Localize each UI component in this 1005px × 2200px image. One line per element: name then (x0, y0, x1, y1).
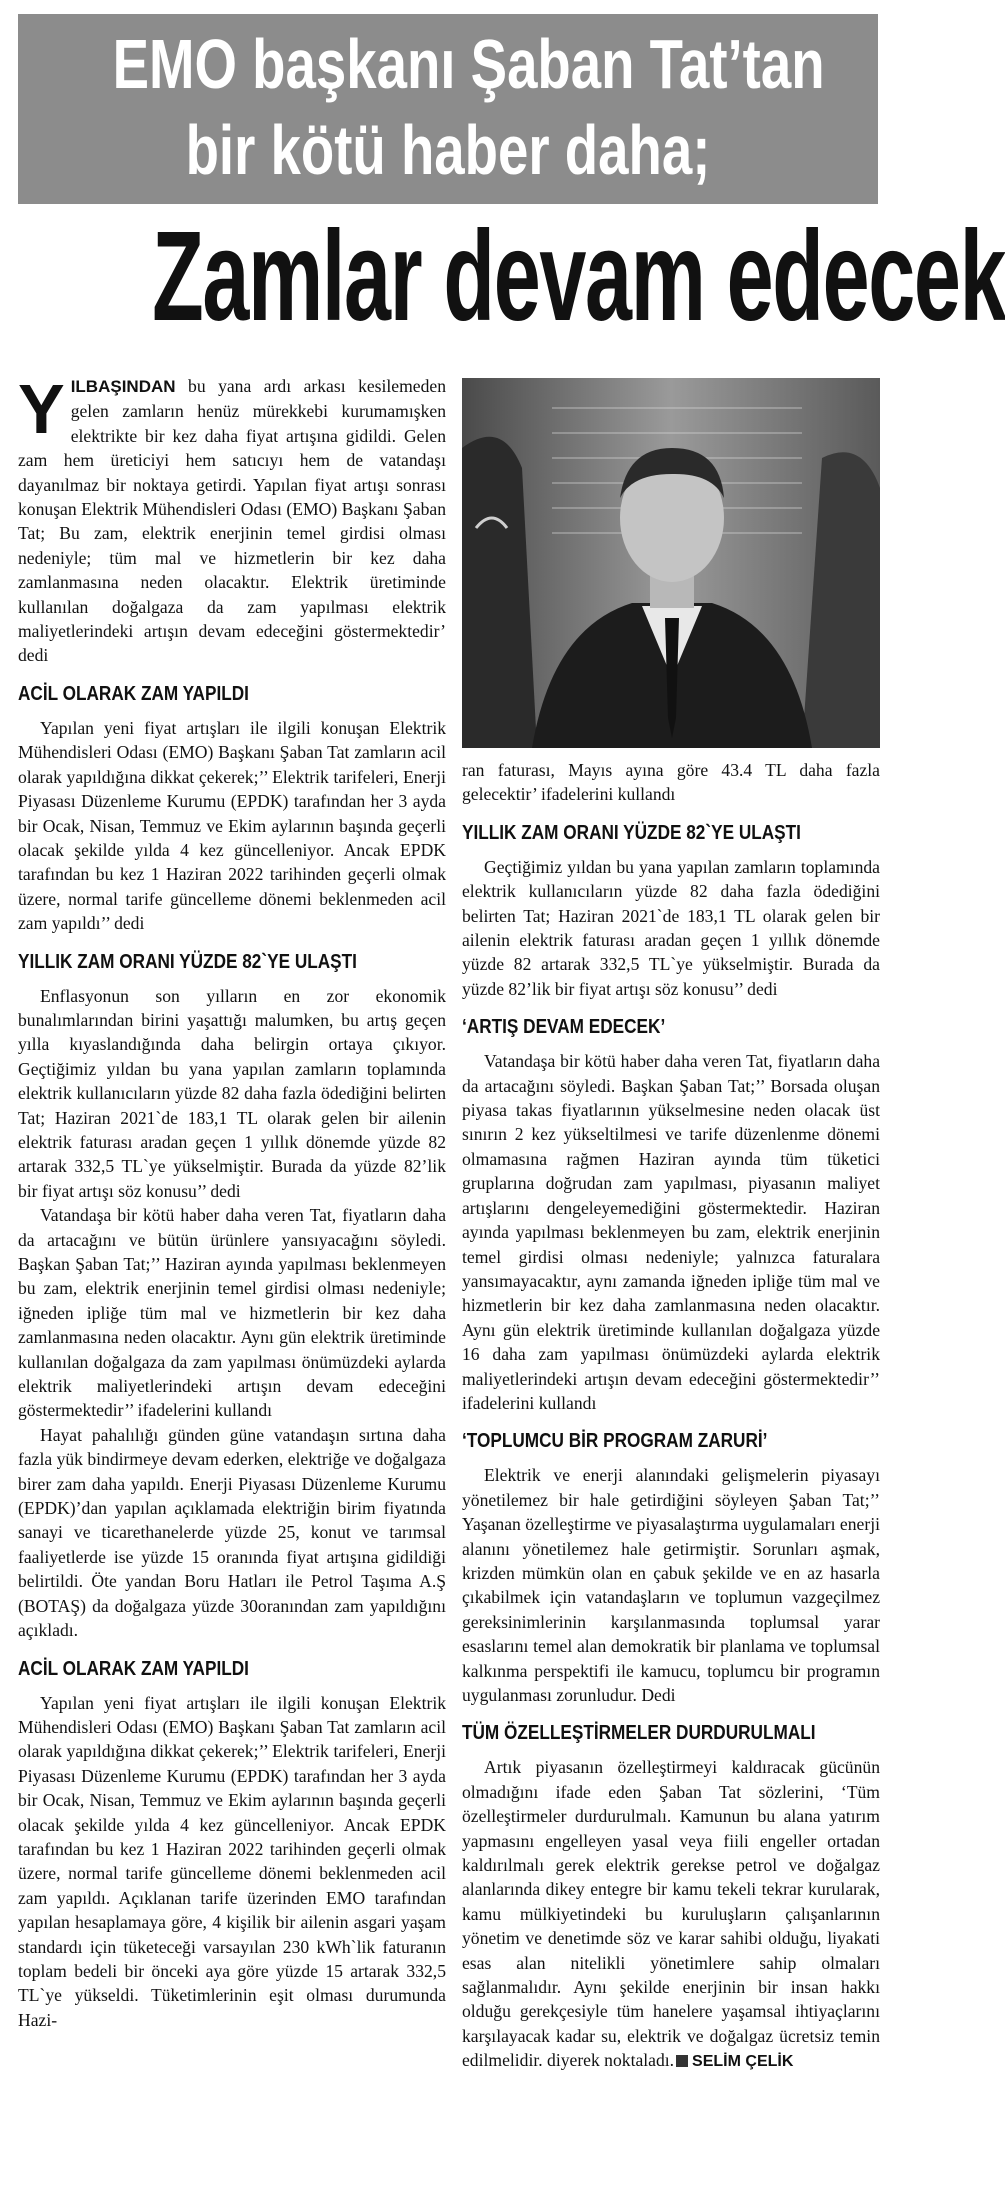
headline: Zamlar devam edecek (152, 205, 1005, 348)
paragraph: Geçtiğimiz yıldan bu yana yapılan zamların toplamında elektrik kullanıcıların yüzde 82 daha fazla ödediğini belirten Tat; Haziran 2021`de 183,1 TL olarak gelen bir ailenin elektrik faturası aradan geçen 1 yıllık dönemde yüzde 82 artarak 332,5 TL`ye yükselmiştir. Burada da yüzde 82’lik bir fiyat artışı söz konusu’’ dedi (462, 856, 880, 999)
lead-paragraph (18, 370, 446, 668)
closing-text: Artık piyasanın özelleştirmeyi kaldıracak gücünün olmadığını ifade eden Şaban Tat sözlerini, ‘Tüm özelleştirmeler durdurulmalı. Kamunun bu alana yatırım yapmasını engelleyen yasal veya fiili engeller ortadan kaldırılmalı gerek elektrik gerekse petrol ve doğalgaz alanlarında dikey entegre bir kamu tekeli tekrar kurularak, kamu mülkiyetindeki bu kuruluşların çalışanlarının yönetim ve denetimde söz ve karar sahibi olduğu, liyakati esas alan nitelikli yönetimlere sahip olmaları sağlanmalıdır. Aynı şekilde enerjinin bir insan hakkı olduğu gerekçesiyle tüm hanelere yaşamsal ihtiyaçlarını karşılayacak kadar su, elektrik ve doğalgaz ücretsiz temin edilmelidir. diyerek noktaladı. (462, 1757, 880, 2071)
paragraph: Yapılan yeni fiyat artışları ile ilgili konuşan Elektrik Mühendisleri Odası (EMO) Başkanı Şaban Tat zamların acil olarak yapıldığına dikkat çekerek;’’ Elektrik tarifeleri, Enerji Piyasası Düzenleme Kurumu (EPDK) tarafından her 3 ayda bir Ocak, Nisan, Temmuz ve Ekim aylarının başında geçerli olacak şekilde yılda 4 kez güncelleniyor. Ancak EPDK tarafından bu kez 1 Haziran 2022 tarihinden geçerli olmak üzere, normal tarife güncelleme dönemi beklenmeden acil zam yapıldı. Açıklanan tarife üzerinden EMO tarafından yapılan hesaplamaya göre, 4 kişilik bir ailenin asgari yaşam standardı için tüketeceği varsayılan 230 kWh`lik faturanın toplam bedeli bir önceki aya göre yüzde 15 artarak 332,5 TL`ye yükseldi. Tüketimlerinin eşit olması durumunda Hazi- (18, 1692, 446, 2030)
article-right-column (462, 758, 880, 2075)
paragraph: Hayat pahalılığı günden güne vatandaşın sırtına daha fazla yük bindirmeye devam ederken, elektriğe ve doğalgaza birer zam daha yapıldı. Enerji Piyasası Düzenleme Kurumu (EPDK)’dan yapılan açıklamada elektriğin birim fiyatında sanayi ve ticarethanelerde yüzde 25, konut ve tarımsal faaliyetlerde ise yüzde 15 oranında fiyat artışına gidildiği belirtildi. Öte yandan Boru Hatları ile Petrol Taşıma A.Ş (BOTAŞ) da doğalgaza yüzde 30oranından zam yapıldığını açıkladı. (18, 1424, 446, 1641)
paragraph: Elektrik ve enerji alanındaki gelişmelerin piyasayı yönetilemez bir hale getirdiğini söyleyen Şaban Tat;’’ Yaşanan özelleştirme ve piyasalaştırma uygulamaları enerji alanını yönetilemez hale getirmiştir. Sorunları aşmak, krizden mümkün olan en çabuk şekilde ve en az hasarla çıkabilmek için vatandaşların ve toplumun vazgeçilmez gereksinimlerinin karşılanmasında toplumsal yarar esaslarını temel alan demokratik bir planlama ve toplumsal kalkınma perspektifi ile kamucu, toplumcu bir programın uygulanması zorunludur. Dedi (462, 1465, 880, 1705)
portrait-photo (462, 378, 880, 748)
subheading-artis: ‘ARTIŞ DEVAM EDECEK’ (462, 1016, 666, 1039)
lead-text: bu yana ardı arkası kesilemeden gelen zamların henüz mürekkebi kurumamışken elektrikte bir kez daha fiyat artışına gidildi. Gelen zam hem üreticiyi hem satıcıyı hem de vatandaşı dayanılmaz bir noktaya getirdi. Yapılan fiyat artışı sonrası konuşan Elektrik Mühendisleri Odası (EMO) Başkanı Şaban Tat; Bu zam, elektrik enerjinin temel girdisi olması nedeniyle; tüm mal ve hizmetlerin bir kez daha zamlanmasına neden olacaktır. Elektrik üretiminde kullanılan doğalgaza da zam yapılması elektrik maliyetlerindeki artışın devam edeceğini göstermektedir’ dedi (18, 376, 446, 666)
lead-caps: ILBAŞINDAN (70, 377, 176, 396)
paragraph: Vatandaşa bir kötü haber daha veren Tat, fiyatların daha da artacağını söyledi. Başkan Şaban Tat;’’ Borsada oluşan piyasa takas fiyatlarının yükselmesine neden olacak üst sınırın 2 kez yükseltilmesi ve tarife düzenlenme dönemi olmamasına rağmen Haziran ayında tüm tüketici gruplarına doğrudan zam yapılması, piyasanın maliyet artışlarını dengeleyemediğini göstermektedir. Haziran ayında yapılması beklenmeyen bu zam, elektrik enerjinin temel girdisi olması nedeniyle; yalnızca faturalara yansımayacaktır, aynı zamanda iğneden ipliğe tüm mal ve hizmetlerin bir kez daha zamlanmasına neden olacaktır. Aynı gün elektrik üretiminde kullanılan doğalgaza yüzde 16 daha zam yapılması önümüzdeki aylarda elektrik maliyetlerindeki artışın devam edeceğini göstermektedir’’ ifadelerini kullandı (462, 1051, 880, 1413)
paragraph (462, 1755, 880, 2074)
paragraph: Vatandaşa bir kötü haber daha veren Tat, fiyatların daha da artacağını ve bütün ürünlere yansıyacağını söyledi. Başkan Şaban Tat;’’ Haziran ayında yapılması beklenmeyen bu zam, elektrik enerjinin temel girdisi olması nedeniyle; iğneden ipliğe tüm mal ve hizmetlerin bir kez daha zamlanmasına neden olacaktır. Aynı gün elektrik üretiminde kullanılan doğalgaza da zam yapılması önümüzdeki aylarda elektrik maliyetlerindeki artışın devam edeceğini göstermektedir’’ ifadelerini kullandı (18, 1205, 446, 1421)
subheading-yillik-1: YILLIK ZAM ORANI YÜZDE 82`YE ULAŞTI (18, 950, 357, 973)
subheading-ozellestirme: TÜM ÖZELLEŞTİRMELER DURDURULMALI (462, 1722, 816, 1745)
subheading-toplumcu: ‘TOPLUMCU BİR PROGRAM ZARURİ’ (462, 1430, 768, 1453)
paragraph: Enflasyonun son yılların en zor ekonomik bunalımlarından birini yaşattığı malumken, bu artış geçen yılla kıyaslandığında daha belirgin ortaya çıkıyor. Geçtiğimiz yıldan bu yana yapılan zamların toplamında elektrik kullanıcıların yüzde 82 daha fazla ödediğini belirten Tat; Haziran 2021`de 183,1 TL olarak gelen bir ailenin elektrik faturası aradan geçen 1 yıllık dönemde yüzde 82 artarak 332,5 TL`ye yükselmiştir. Burada da yüzde 82’lik bir fiyat artışı söz konusu’’ dedi (18, 985, 446, 1201)
subheading-yillik-2: YILLIK ZAM ORANI YÜZDE 82`YE ULAŞTI (462, 821, 801, 844)
kicker-line-1: EMO başkanı Şaban Tat’tan (112, 25, 825, 103)
portrait-illustration (462, 378, 880, 748)
subheading-acil-2: ACİL OLARAK ZAM YAPILDI (18, 1657, 249, 1680)
article-left-column (18, 370, 446, 2032)
kicker-line-2: bir kötü haber daha; (185, 111, 711, 189)
byline: SELİM ÇELİK (692, 2053, 794, 2071)
paragraph: Yapılan yeni fiyat artışları ile ilgili konuşan Elektrik Mühendisleri Odası (EMO) Başkanı Şaban Tat zamların acil olarak yapıldığına dikkat çekerek;’’ Elektrik tarifeleri, Enerji Piyasası Düzenleme Kurumu (EPDK) tarafından her 3 ayda bir Ocak, Nisan, Temmuz ve Ekim aylarının başında geçerli olacak şekilde yılda 4 kez güncelleniyor. Ancak EPDK tarafından bu kez 1 Haziran 2022 tarihinden geçerli olmak üzere, normal tarife güncelleme dönemi beklenmeden acil zam yapıldı’’ dedi (18, 717, 446, 934)
subheading-acil-1: ACİL OLARAK ZAM YAPILDI (18, 682, 249, 705)
kicker-banner (18, 14, 878, 204)
drop-cap: Y (18, 370, 65, 448)
paragraph: ran faturası, Mayıs ayına göre 43.4 TL daha fazla gelecektir’ ifadelerini kullandı (462, 760, 880, 805)
square-bullet-icon (676, 2055, 688, 2067)
